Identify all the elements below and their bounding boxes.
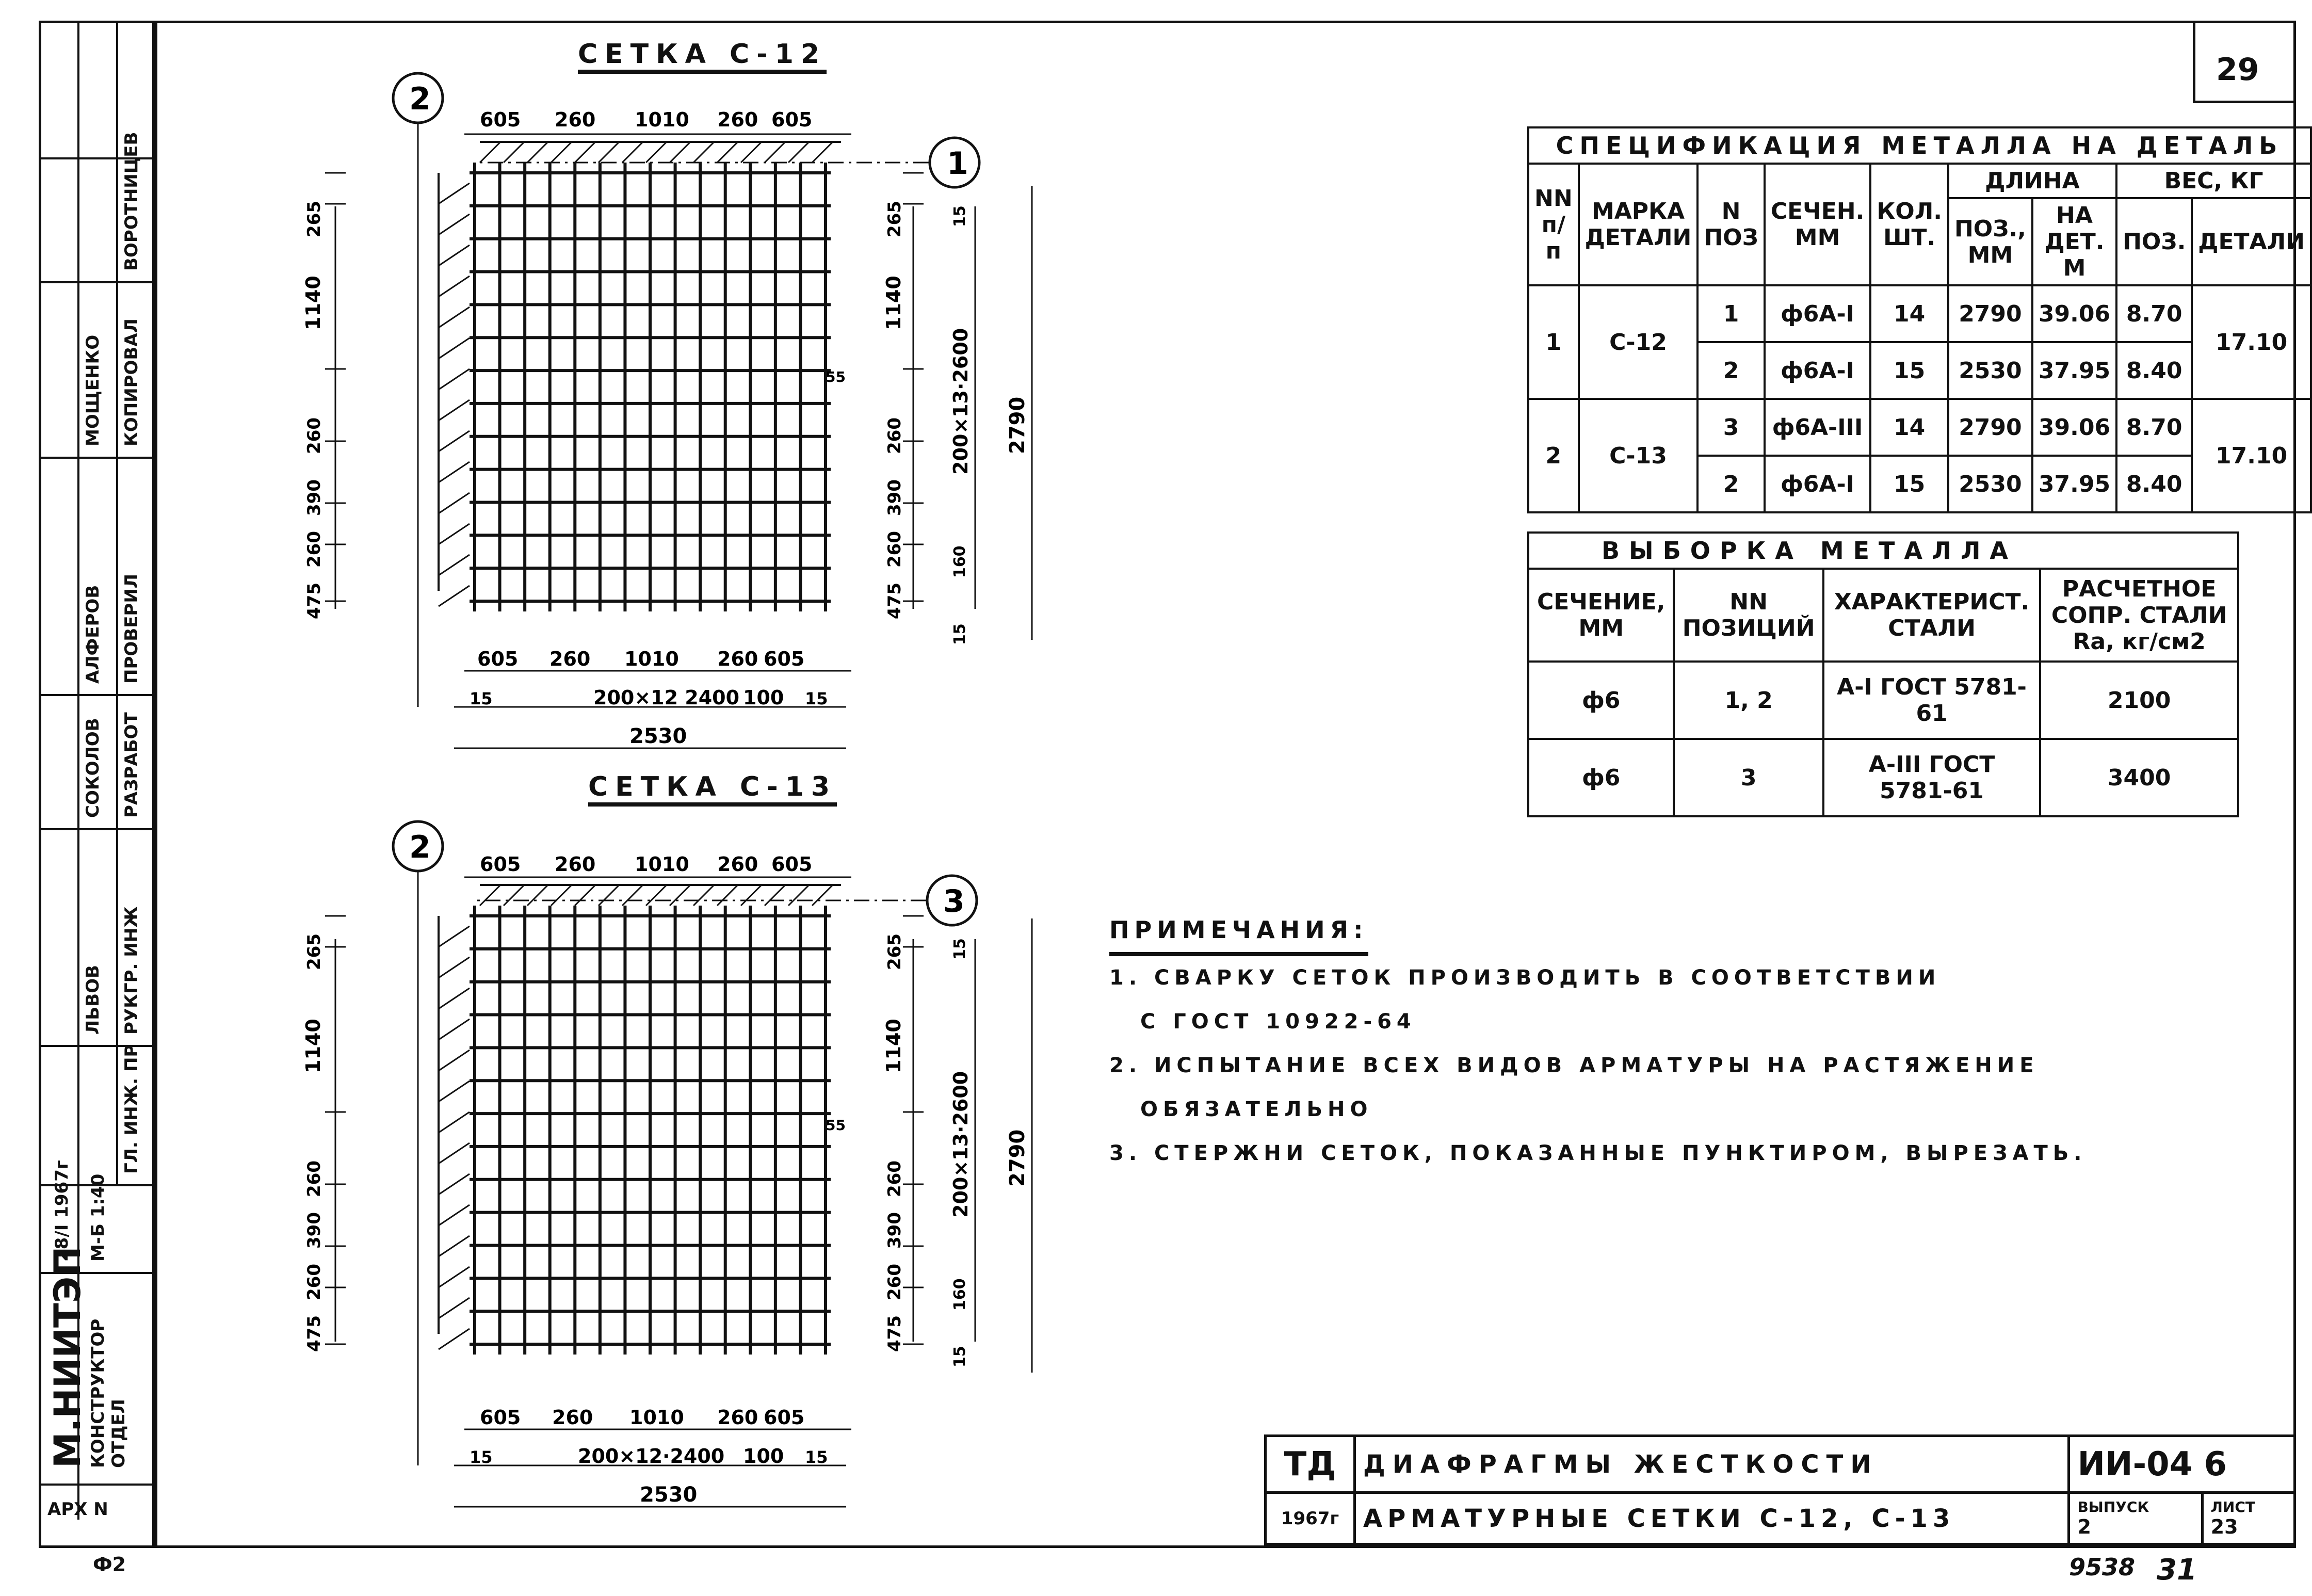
spec-cell: 2530	[1948, 342, 2032, 399]
hatch-line	[439, 988, 470, 1009]
m2-bot2-d1: 200×12·2400	[578, 1445, 725, 1468]
hatch-line	[439, 926, 470, 947]
archive-number: АРХ N	[47, 1499, 108, 1520]
hatch-line	[439, 493, 470, 513]
hatch-line	[439, 957, 470, 978]
m1-left-d3: 390	[304, 479, 325, 516]
m2-weld: 55	[826, 1117, 846, 1134]
m1-weld: 55	[826, 368, 846, 385]
m2-bot2-d3: 15	[805, 1447, 828, 1467]
note-line: 2. ИСПЫТАНИЕ ВСЕХ ВИДОВ АРМАТУРЫ НА РАСТЯЖЕНИЕ	[1109, 1054, 2039, 1077]
title-block	[1264, 1434, 2296, 1545]
hatch-line	[439, 369, 470, 390]
m1-top-d2: 1010	[635, 108, 689, 131]
sel-cell: 1, 2	[1674, 662, 1823, 739]
hatch-line	[599, 885, 619, 906]
sheet-label: ЛИСТ	[2210, 1498, 2255, 1516]
hatch-line	[788, 885, 809, 906]
hatch-line	[551, 142, 572, 163]
role-ruk-gr: РУКГР. ИНЖ	[121, 906, 142, 1035]
m2-right-d3: 390	[884, 1212, 905, 1249]
hatch-line	[741, 142, 762, 163]
hatch-line	[439, 1236, 470, 1256]
m1-left-d4: 260	[304, 531, 325, 568]
spec-title: СПЕЦИФИКАЦИЯ МЕТАЛЛА НА ДЕТАЛЬ	[1528, 127, 2311, 164]
hatch-line	[646, 142, 667, 163]
department: КОНСТРУКТОР ОТДЕЛ	[88, 1318, 129, 1468]
name-alferov: АЛФЕРОВ	[83, 585, 103, 684]
m2-right-d4: 260	[884, 1264, 905, 1300]
spec-h-length: ДЛИНА	[1948, 164, 2116, 198]
spec-cell: 2	[1528, 399, 1579, 512]
title-year: 1967г	[1266, 1493, 1355, 1544]
note-line: ОБЯЗАТЕЛЬНО	[1140, 1098, 1373, 1121]
hatch-line	[646, 885, 667, 906]
mesh1-title: СЕТКА С-12	[578, 39, 827, 74]
hatch-line	[504, 885, 524, 906]
note-line: С ГОСТ 10922-64	[1140, 1010, 1416, 1034]
m1-bot2-d1: 200×12 2400	[593, 686, 740, 709]
m2-left-d3: 390	[304, 1212, 325, 1249]
hatch-line	[599, 142, 619, 163]
hatch-line	[439, 307, 470, 328]
m2-bot2-d2: 100	[743, 1445, 784, 1468]
hatch-line	[527, 142, 548, 163]
spec-cell: 39.06	[2032, 285, 2116, 342]
m1-bot2-d0: 15	[470, 689, 493, 708]
mesh1-callout-right: 1	[947, 146, 968, 182]
mesh2-callout-left: 2	[409, 829, 431, 865]
m2-left-d5: 475	[304, 1315, 325, 1352]
selection-table	[1527, 531, 2239, 817]
spec-cell: 37.95	[2032, 456, 2116, 512]
page-number: 29	[2216, 52, 2259, 88]
role-kopiroval: КОПИРОВАЛ	[121, 318, 142, 446]
m2-bot-d2: 1010	[629, 1406, 684, 1429]
role-razrabot: РАЗРАБОТ	[121, 712, 142, 818]
sel-cell: 3400	[2040, 739, 2238, 816]
spec-cell: 2790	[1948, 285, 2032, 342]
hatch-line	[788, 142, 809, 163]
spec-cell: 8.40	[2116, 342, 2192, 399]
m1-bot-d0: 605	[477, 648, 519, 670]
spec-cell: 15	[1870, 342, 1948, 399]
hatch-line	[439, 1081, 470, 1102]
m2-bot-d0: 605	[480, 1406, 521, 1429]
spec-cell: 17.10	[2192, 399, 2311, 512]
spec-cell: 1	[1697, 285, 1764, 342]
hatch-line	[527, 885, 548, 906]
m2-edge-top: 15	[951, 938, 969, 960]
spec-cell: ф6А-III	[1765, 399, 1871, 456]
m2-top-d0: 605	[480, 853, 521, 876]
m2-bot2-d0: 15	[470, 1447, 493, 1467]
m1-bot-d2: 1010	[624, 648, 679, 670]
stamp-date: 28/I 1967г	[52, 1160, 72, 1262]
mesh1-drawing	[302, 62, 1084, 774]
spec-cell: ф6А-I	[1765, 456, 1871, 512]
spec-cell: 8.70	[2116, 399, 2192, 456]
hatch-line	[575, 142, 595, 163]
hatch-line	[439, 245, 470, 266]
spec-cell: 17.10	[2192, 285, 2311, 399]
hatch-line	[741, 885, 762, 906]
name-lvov: ЛЬВОВ	[83, 965, 103, 1035]
hatch-line	[670, 885, 690, 906]
spec-cell: С-13	[1579, 399, 1698, 512]
spec-cell: С-12	[1579, 285, 1698, 399]
notes-heading: ПРИМЕЧАНИЯ:	[1109, 908, 1368, 956]
sel-h2: ХАРАКТЕРИСТ. СТАЛИ	[1823, 569, 2040, 662]
spec-h-weight: ВЕС, КГ	[2116, 164, 2311, 198]
m1-step-label: 200×13·2600	[949, 328, 972, 475]
sel-h1: NN ПОЗИЦИЙ	[1674, 569, 1823, 662]
m2-left-d2: 260	[304, 1160, 325, 1197]
hatch-line	[551, 885, 572, 906]
m1-bot-d4: 605	[764, 648, 805, 670]
hatch-line	[439, 1112, 470, 1133]
notes-block	[1109, 908, 2090, 1175]
hatch-line	[693, 142, 714, 163]
spec-cell: 3	[1697, 399, 1764, 456]
m1-top-d1: 260	[555, 108, 596, 131]
hatch-line	[812, 885, 833, 906]
m1-bot-d1: 260	[549, 648, 591, 670]
m2-height-total: 2790	[1006, 1129, 1029, 1187]
m2-top-d3: 260	[717, 853, 758, 876]
sel-cell: ф6	[1528, 662, 1674, 739]
hatch-line	[504, 142, 524, 163]
stamp-scale: М-Б 1:40	[88, 1173, 108, 1262]
hatch-line	[439, 400, 470, 421]
role-gl-inzh: ГЛ. ИНЖ. ПР	[121, 1044, 142, 1174]
name-sokolov: СОКОЛОВ	[83, 718, 103, 818]
m1-bot2-d3: 15	[805, 689, 828, 708]
m1-top-d0: 605	[480, 108, 521, 131]
spec-cell: 1	[1528, 285, 1579, 399]
m2-right-d1: 1140	[882, 1019, 905, 1073]
hatch-line	[439, 183, 470, 204]
selection-title: ВЫБОРКА МЕТАЛЛА	[1528, 533, 2238, 569]
side-stamp	[39, 21, 155, 1548]
spec-cell: 15	[1870, 456, 1948, 512]
hatch-line	[439, 1205, 470, 1226]
issue-value: 2	[2077, 1516, 2091, 1538]
hatch-line	[693, 885, 714, 906]
page-number-box	[2193, 21, 2296, 103]
hatch-line	[480, 885, 500, 906]
spec-cell: 37.95	[2032, 342, 2116, 399]
sel-cell: 3	[1674, 739, 1823, 816]
m2-edge-mid: 160	[951, 1278, 969, 1311]
hatch-line	[439, 524, 470, 544]
m2-right-d0: 265	[884, 933, 905, 970]
m1-total-width: 2530	[629, 724, 687, 748]
role-proveril: ПРОВЕРИЛ	[121, 573, 142, 684]
spec-cell: 2790	[1948, 399, 2032, 456]
institute-name: М.НИИТЭП	[46, 1246, 89, 1468]
m2-right-d5: 475	[884, 1315, 905, 1352]
m2-bot-d1: 260	[552, 1406, 593, 1429]
spec-cell: 14	[1870, 399, 1948, 456]
m1-height-total: 2790	[1006, 396, 1029, 454]
sel-cell: 2100	[2040, 662, 2238, 739]
spec-h-length-det: НА ДЕТ. М	[2032, 198, 2116, 285]
hatch-line	[439, 1267, 470, 1287]
mesh2-callout-right: 3	[943, 883, 965, 920]
m2-top-d4: 605	[771, 853, 813, 876]
hatch-line	[765, 142, 785, 163]
spec-h-pos: N ПОЗ	[1697, 164, 1764, 285]
spec-cell: 8.70	[2116, 285, 2192, 342]
hatch-line	[622, 142, 643, 163]
spec-cell: ф6А-I	[1765, 342, 1871, 399]
m2-total-width: 2530	[640, 1483, 698, 1507]
spec-h-section: СЕЧЕН. ММ	[1765, 164, 1871, 285]
m1-edge-top: 15	[951, 205, 969, 227]
hatch-line	[439, 1298, 470, 1318]
m1-edge-bottom: 15	[951, 623, 969, 645]
hatch-line	[439, 555, 470, 575]
note-line: 3. СТЕРЖНИ СЕТОК, ПОКАЗАННЫЕ ПУНКТИРОМ, ВЫРЕЗАТЬ.	[1109, 1141, 2087, 1165]
m1-bot-d3: 260	[717, 648, 758, 670]
hatch-line	[439, 276, 470, 297]
spec-cell: 2	[1697, 342, 1764, 399]
m1-right-d5: 475	[884, 583, 905, 619]
hatch-line	[439, 586, 470, 606]
spec-h-weight-det: ДЕТАЛИ	[2192, 198, 2311, 285]
m2-left-d4: 260	[304, 1264, 325, 1300]
hatch-line	[439, 1019, 470, 1040]
spec-h-nn: NN п/п	[1528, 164, 1579, 285]
hatch-line	[439, 214, 470, 235]
sel-h0: СЕЧЕНИЕ, ММ	[1528, 569, 1674, 662]
m2-bot-d4: 605	[764, 1406, 805, 1429]
m1-left-d0: 265	[304, 201, 325, 237]
sel-h3: РАСЧЕТНОЕ СОПР. СТАЛИ Ra, кг/см2	[2040, 569, 2238, 662]
footer-sheet: 31	[2157, 1553, 2197, 1587]
m2-step-label: 200×13·2600	[949, 1071, 972, 1218]
m1-right-d2: 260	[884, 417, 905, 454]
hatch-line	[575, 885, 595, 906]
spec-h-mark: МАРКА ДЕТАЛИ	[1579, 164, 1698, 285]
m1-left-d1: 1140	[302, 276, 325, 330]
m1-edge-mid: 160	[951, 545, 969, 578]
m1-right-d3: 390	[884, 479, 905, 516]
spec-h-qty: КОЛ. ШТ.	[1870, 164, 1948, 285]
name-vorotnitsev: ВОРОТНИЦЕВ	[121, 132, 142, 271]
spec-h-length-pos: ПОЗ., ММ	[1948, 198, 2032, 285]
spec-cell: 39.06	[2032, 399, 2116, 456]
spec-table	[1527, 126, 2312, 513]
sel-cell: А-III ГОСТ 5781-61	[1823, 739, 2040, 816]
title-code: ИИ-04 6	[2069, 1436, 2295, 1493]
m1-top-d4: 605	[771, 108, 813, 131]
hatch-line	[439, 431, 470, 452]
note-line: 1. СВАРКУ СЕТОК ПРОИЗВОДИТЬ В СООТВЕТСТВИИ	[1109, 966, 1941, 990]
hatch-line	[439, 338, 470, 359]
hatch-line	[812, 142, 833, 163]
m2-left-d0: 265	[304, 933, 325, 970]
spec-h-weight-pos: ПОЗ.	[2116, 198, 2192, 285]
m2-edge-bottom: 15	[951, 1346, 969, 1367]
mesh2-title: СЕТКА С-13	[588, 771, 837, 807]
spec-cell: 2530	[1948, 456, 2032, 512]
title-line2: АРМАТУРНЫЕ СЕТКИ С-12, С-13	[1355, 1493, 2069, 1544]
hatch-line	[439, 462, 470, 482]
m2-top-d2: 1010	[635, 853, 689, 876]
m1-right-d1: 1140	[882, 276, 905, 330]
m1-left-d5: 475	[304, 583, 325, 619]
hatch-line	[439, 1050, 470, 1071]
title-org: ТД	[1266, 1436, 1355, 1493]
m2-bot-d3: 260	[717, 1406, 758, 1429]
m2-top-d1: 260	[555, 853, 596, 876]
issue-label: ВЫПУСК	[2077, 1498, 2149, 1516]
hatch-line	[765, 885, 785, 906]
hatch-line	[439, 1329, 470, 1349]
hatch-line	[622, 885, 643, 906]
mesh2-drawing	[302, 795, 1084, 1533]
format-label: Ф2	[93, 1553, 126, 1576]
sel-cell: А-I ГОСТ 5781-61	[1823, 662, 2040, 739]
mesh1-callout-left: 2	[409, 81, 431, 117]
m1-top-d3: 260	[717, 108, 758, 131]
hatch-line	[439, 1143, 470, 1164]
hatch-line	[480, 142, 500, 163]
hatch-line	[717, 142, 738, 163]
spec-cell: ф6А-I	[1765, 285, 1871, 342]
m1-left-d2: 260	[304, 417, 325, 454]
hatch-line	[670, 142, 690, 163]
m1-bot2-d2: 100	[743, 686, 784, 709]
name-moshchenko: МОЩЕНКО	[83, 334, 103, 446]
title-line1: ДИАФРАГМЫ ЖЕСТКОСТИ	[1355, 1436, 2069, 1493]
spec-cell: 8.40	[2116, 456, 2192, 512]
sheet-value: 23	[2210, 1516, 2238, 1538]
m1-right-d4: 260	[884, 531, 905, 568]
spec-cell: 14	[1870, 285, 1948, 342]
footer-number: 9538	[2069, 1553, 2136, 1581]
sel-cell: ф6	[1528, 739, 1674, 816]
hatch-line	[439, 1174, 470, 1195]
m2-right-d2: 260	[884, 1160, 905, 1197]
hatch-line	[717, 885, 738, 906]
m2-left-d1: 1140	[302, 1019, 325, 1073]
spec-cell: 2	[1697, 456, 1764, 512]
m1-right-d0: 265	[884, 201, 905, 237]
